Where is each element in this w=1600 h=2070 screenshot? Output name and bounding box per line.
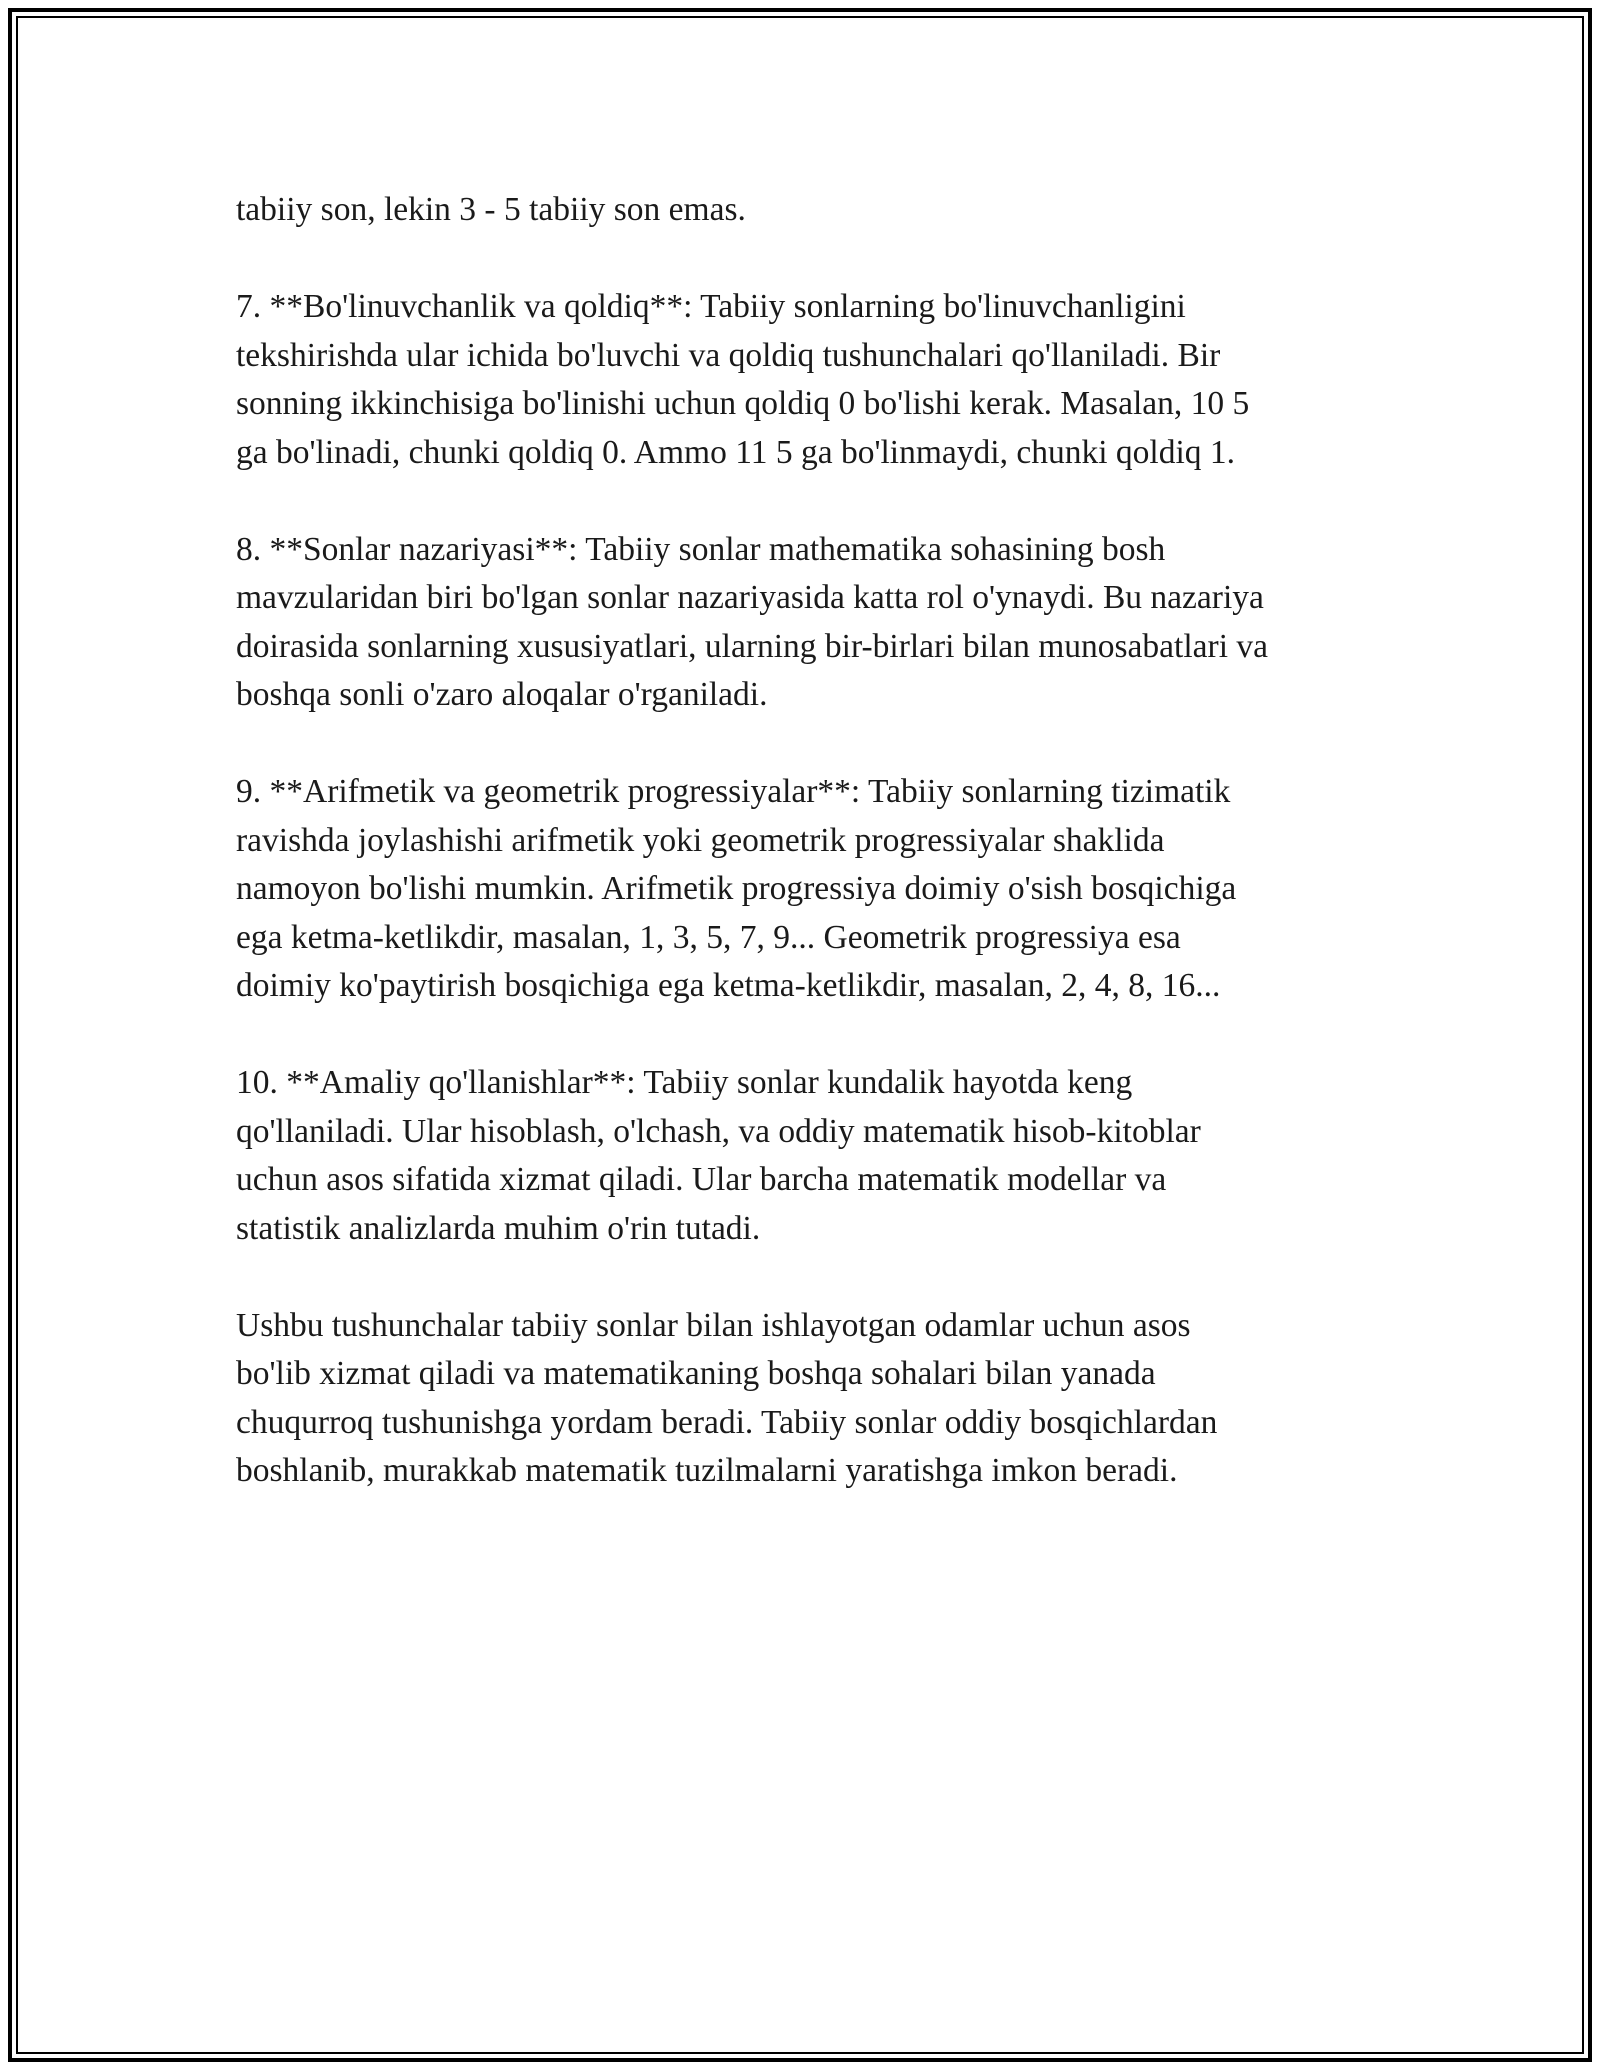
paragraph-number-theory: 8. **Sonlar nazariyasi**: Tabiiy sonlar mathematika sohasining bosh mavzularidan biri bo'lgan sonlar nazariyasida katta rol o'ynaydi. Bu nazariya doirasida sonlarning xususiyatlari, ularning bir-birlari bilan munosabatlari va boshqa sonli o'zaro aloqalar o'rganiladi.: [236, 530, 1268, 713]
paragraph-progressions: 9. **Arifmetik va geometrik progressiyalar**: Tabiiy sonlarning tizimatik ravishda joylashishi arifmetik yoki geometrik progressiyalar shaklida namoyon bo'lishi mumkin. Arifmetik progressiya doimiy o'sish bosqichiga ega ketma-ketlikdir, masalan, 1, 3, 5, 7, 9... Geometrik progressiya esa doimiy ko'paytirish bosqichiga ega ketma-ketlikdir, masalan, 2, 4, 8, 16...: [236, 773, 1237, 1004]
paragraph-continuation: tabiiy son, lekin 3 - 5 tabiiy son emas.: [236, 191, 746, 228]
document-body: [236, 186, 1386, 1544]
paragraph-applications: 10. **Amaliy qo'llanishlar**: Tabiiy sonlar kundalik hayotda keng qo'llaniladi. Ular hisoblash, o'lchash, va oddiy matematik hisob-kitoblar uchun asos sifatida xizmat qiladi. Ular barcha matematik modellar va statistik analizlarda muhim o'rin tutadi.: [236, 1064, 1201, 1247]
paragraph-divisibility: 7. **Bo'linuvchanlik va qoldiq**: Tabiiy sonlarning bo'linuvchanligini tekshirishda ular ichida bo'luvchi va qoldiq tushunchalari qo'llaniladi. Bir sonning ikkinchisiga bo'linishi uchun qoldiq 0 bo'lishi kerak. Masalan, 10 5 ga bo'linadi, chunki qoldiq 0. Ammo 11 5 ga bo'linmaydi, chunki qoldiq 1.: [236, 288, 1250, 471]
paragraph-conclusion: Ushbu tushunchalar tabiiy sonlar bilan ishlayotgan odamlar uchun asos bo'lib xizmat qiladi va matematikaning boshqa sohalari bilan yanada chuqurroq tushunishga yordam beradi. Tabiiy sonlar oddiy bosqichlardan boshlanib, murakkab matematik tuzilmalarni yaratishga imkon beradi.: [236, 1306, 1218, 1489]
